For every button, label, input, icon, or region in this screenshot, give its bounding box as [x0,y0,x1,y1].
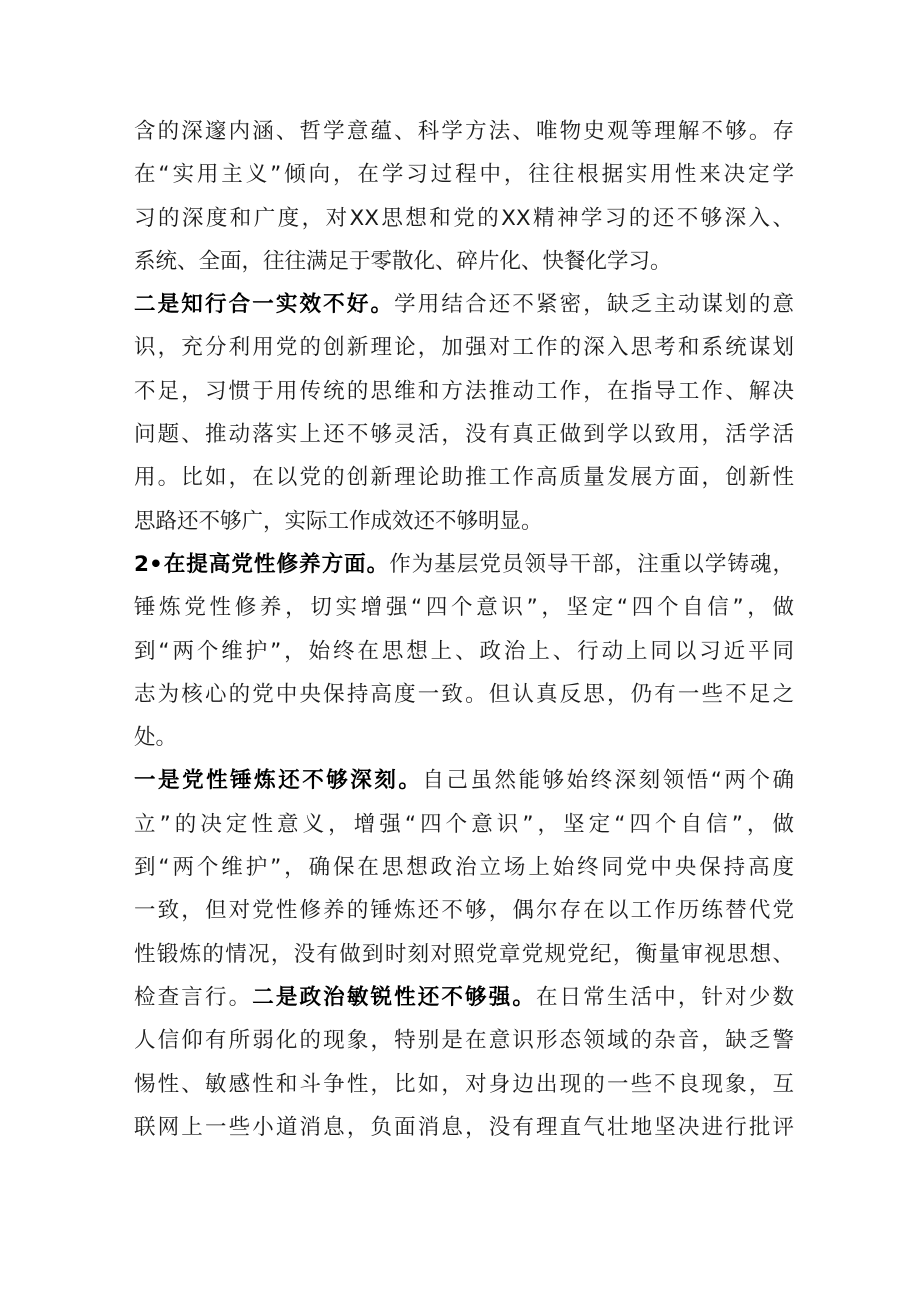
body-text: 作为基层党员领导干部，注重以学铸魂， [389,551,794,577]
bold-heading-text: 2•在提高党性修养方面。 [134,551,390,577]
bold-heading-text: 二是政治敏锐性还不够强。 [252,984,536,1010]
text-line [134,326,794,369]
body-text: 立”的决定性意义，增强“四个意识”，坚定“四个自信”，做 [134,811,794,837]
text-line [134,1063,794,1106]
body-text: 思路还不够广，实际工作成效还不够明显。 [134,508,543,534]
text-line [134,630,794,673]
text-line [134,240,794,283]
text-line [134,500,794,543]
body-text: 习的深度和广度，对XX思想和党的XX精神学习的还不够深入、 [134,205,794,231]
text-line [134,803,794,846]
body-text: 人信仰有所弱化的现象，特别是在意识形态领域的杂音，缺乏警 [134,1028,794,1054]
body-text: 在日常生活中，针对少数 [536,984,794,1010]
body-text: 性锻炼的情况，没有做到时刻对照党章党规党纪，衡量审视思想、 [134,941,794,967]
text-line [134,283,794,326]
text-line [134,456,794,499]
text-line [134,110,794,153]
text-line [134,716,794,759]
text-line [134,586,794,629]
text-line [134,1019,794,1062]
body-text: 学用结合还不紧密，缺乏主动谋划的意 [394,292,794,318]
body-text: 问题、推动落实上还不够灵活，没有真正做到学以致用，活学活 [134,422,794,448]
body-text: 志为核心的党中央保持高度一致。但认真反思，仍有一些不足之 [134,681,794,707]
text-line [134,846,794,889]
body-text: 识，充分利用党的创新理论，加强对工作的深入思考和系统谋划 [134,335,794,361]
bold-heading-text: 一是党性锤炼还不够深刻。 [134,768,423,794]
body-text: 系统、全面，往往满足于零散化、碎片化、快餐化学习。 [134,248,672,274]
text-line [134,673,794,716]
text-line [134,889,794,932]
document-body [134,110,794,1149]
body-text: 到“两个维护”，始终在思想上、政治上、行动上同以习近平同 [134,638,794,664]
text-line [134,370,794,413]
body-text: 不足，习惯于用传统的思维和方法推动工作，在指导工作、解决 [134,378,794,404]
body-text: 检查言行。 [134,984,253,1010]
text-line [134,413,794,456]
text-line [134,933,794,976]
text-line [134,759,794,802]
bold-heading-text: 二是知行合一实效不好。 [134,292,395,318]
text-line [134,1106,794,1149]
body-text: 含的深邃内涵、哲学意蕴、科学方法、唯物史观等理解不够。存 [134,119,794,144]
body-text: 联网上一些小道消息，负面消息，没有理直气壮地坚决进行批评 [134,1114,794,1140]
body-text: 自己虽然能够始终深刻领悟“两个确 [422,768,794,794]
text-line [134,153,794,196]
body-text: 锤炼党性修养，切实增强“四个意识”，坚定“四个自信”，做 [134,595,794,621]
body-text: 惕性、敏感性和斗争性，比如，对身边出现的一些不良现象，互 [134,1071,794,1097]
body-text: 到“两个维护”，确保在思想政治立场上始终同党中央保持高度 [134,855,794,881]
body-text: 用。比如，在以党的创新理论助推工作高质量发展方面，创新性 [134,465,794,491]
body-text: 一致，但对党性修养的锤炼还不够，偶尔存在以工作历练替代党 [134,898,794,924]
text-line [134,197,794,240]
text-line [134,543,794,586]
body-text: 处。 [134,725,178,751]
text-line [134,976,794,1019]
body-text: 在“实用主义”倾向，在学习过程中，往往根据实用性来决定学 [134,162,794,188]
